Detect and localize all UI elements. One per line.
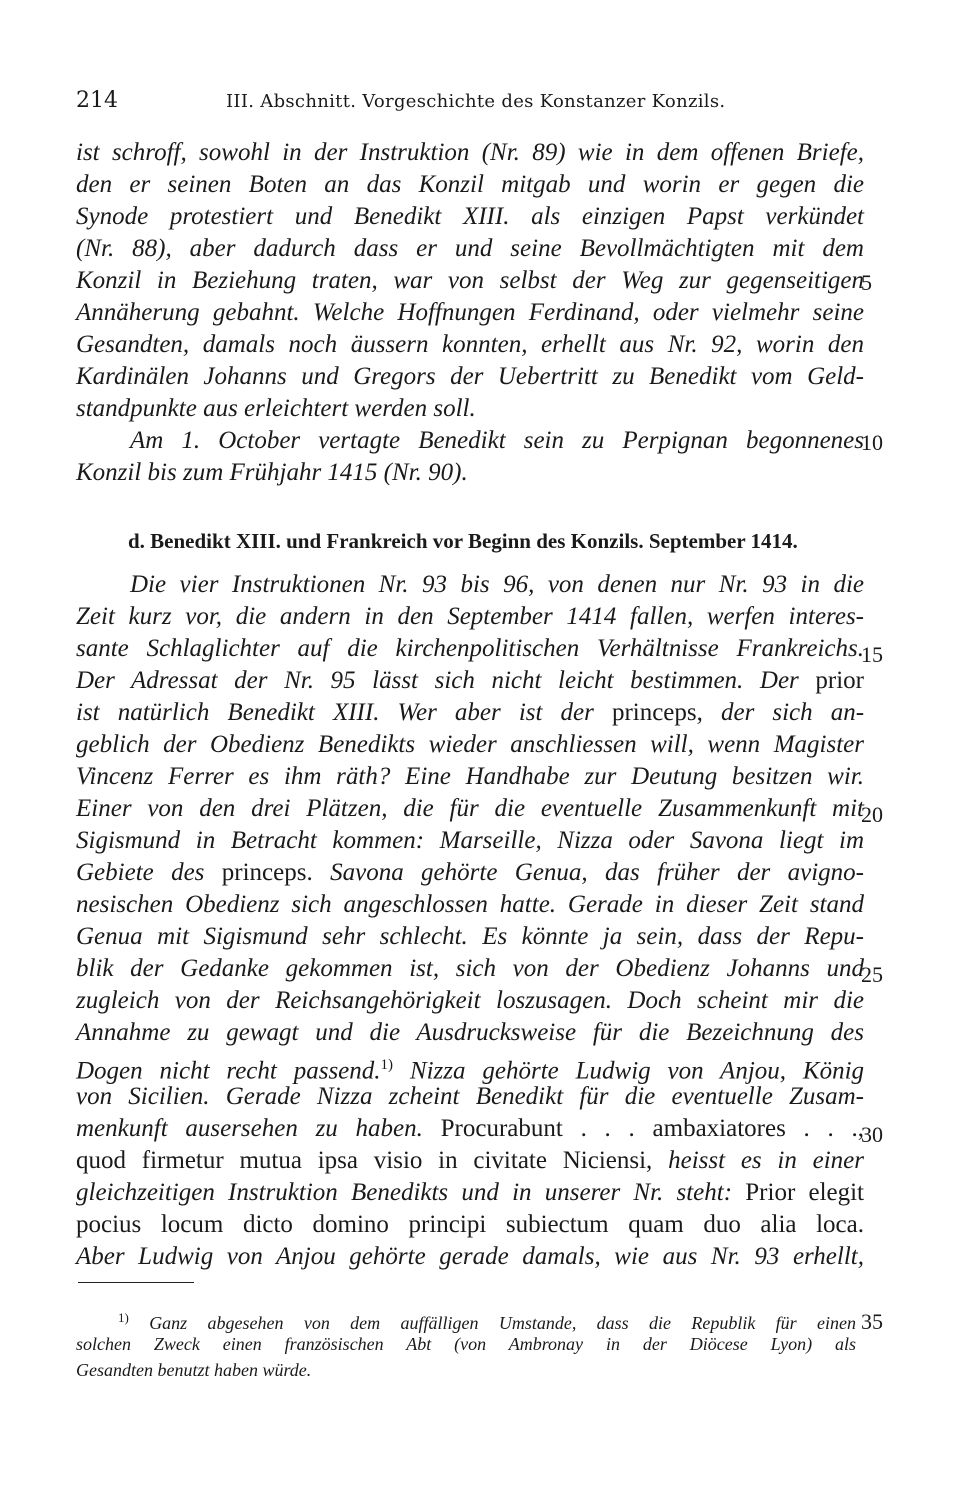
latin-quote: Procurabunt . . . ambaxiatores . . ., xyxy=(440,1115,864,1142)
section-line: von Sicilien. Gerade Nizza zcheint Benedikt für die eventuelle Zusam- xyxy=(76,1083,864,1110)
body-line: standpunkte aus erleichtert werden soll. xyxy=(76,395,476,422)
section-line: Zeit kurz vor, die andern in den September 1414 fallen, werfen interes- xyxy=(76,603,864,630)
text-segment: menkunft ausersehen zu haben. xyxy=(76,1115,423,1142)
body-line: den er seinen Boten an das Konzil mitgab und worin er gegen die xyxy=(76,171,864,198)
body-line: Gesandten, damals noch äussern konnten, erhellt aus Nr. 92, worin den xyxy=(76,331,864,358)
text-segment: heisst es in einer xyxy=(668,1147,865,1174)
section-line: Aber Ludwig von Anjou gehörte gerade damals, wie aus Nr. 93 erhellt, xyxy=(76,1243,864,1270)
latin-term: princeps. xyxy=(221,859,313,886)
footnote-text: Ganz abgesehen von dem auffälligen Umstande, dass die Republik für einen xyxy=(149,1313,856,1333)
latin-quote: quod firmetur mutua ipsa visio in civitate Niciensi, xyxy=(76,1147,653,1174)
section-line: Vincenz Ferrer es ihm räth? Eine Handhabe zur Deutung besitzen wir. xyxy=(76,763,864,790)
footnote-rule xyxy=(78,1282,194,1283)
section-line: nesischen Obedienz sich angeschlossen hatte. Gerade in dieser Zeit stand xyxy=(76,891,864,918)
section-line xyxy=(76,1050,864,1086)
section-line: zugleich von der Reichsangehörigkeit loszusagen. Doch scheint mir die xyxy=(76,987,864,1014)
footnote-line xyxy=(76,1306,856,1335)
section-line: blik der Gedanke gekommen ist, sich von der Obedienz Johanns und xyxy=(76,955,864,982)
line-number: 5 xyxy=(861,270,872,295)
text-segment: Der xyxy=(759,667,799,694)
footnote-marker: 1) xyxy=(118,1310,129,1325)
footnote-line: Gesandten benutzt haben würde. xyxy=(76,1360,312,1380)
section-heading: d. Benedikt XIII. und Frankreich vor Beginn des Konzils. September 1414. xyxy=(128,529,798,553)
text-segment: Nizza gehörte Ludwig von Anjou, König xyxy=(409,1057,865,1085)
footnote-line: solchen Zweck einen französischen Abt (von Ambronay in der Diöcese Lyon) als xyxy=(76,1334,856,1354)
section-line: Genua mit Sigismund sehr schlecht. Es könnte ja sein, dass der Repu- xyxy=(76,923,864,950)
line-number: 30 xyxy=(861,1122,883,1147)
latin-term: prior xyxy=(815,667,864,694)
section-line xyxy=(76,666,864,696)
body-line: (Nr. 88), aber dadurch dass er und seine Bevollmächtigten mit dem xyxy=(76,235,864,262)
line-number: 10 xyxy=(861,430,883,455)
body-line: ist schroff, sowohl in der Instruktion (Nr. 89) wie in dem offenen Briefe, xyxy=(76,139,864,166)
section-line: sante Schlaglichter auf die kirchenpolitischen Verhältnisse Frankreichs. xyxy=(76,635,864,662)
text-segment: der sich an- xyxy=(720,699,865,726)
section-line xyxy=(76,858,864,888)
line-number: 35 xyxy=(861,1309,883,1334)
line-number: 15 xyxy=(861,642,883,667)
footnote-reference: 1) xyxy=(380,1057,394,1073)
text-segment: Savona gehörte Genua, das früher der avigno- xyxy=(330,859,865,886)
section-line: geblich der Obedienz Benedikts wieder anschliessen will, wenn Magister xyxy=(76,731,864,758)
body-line: Synode protestiert und Benedikt XIII. als einzigen Papst verkündet xyxy=(76,203,864,230)
section-line xyxy=(76,1178,864,1208)
latin-quote: Prior elegit xyxy=(745,1179,865,1206)
body-line: Kardinälen Johanns und Gregors der Uebertritt zu Benedikt vom Geld- xyxy=(76,363,864,390)
text-segment: Dogen nicht recht passend. xyxy=(76,1057,381,1085)
section-line xyxy=(76,1146,864,1176)
section-line: Annahme zu gewagt und die Ausdrucksweise für die Bezeichnung des xyxy=(76,1019,864,1046)
line-number: 20 xyxy=(861,802,883,827)
body-line: Annäherung gebahnt. Welche Hoffnungen Ferdinand, oder vielmehr seine xyxy=(76,299,864,326)
page-header xyxy=(76,88,876,118)
section-line: Die vier Instruktionen Nr. 93 bis 96, von denen nur Nr. 93 in die xyxy=(130,571,864,598)
body-line: Konzil in Beziehung traten, war von selbst der Weg zur gegenseitigen xyxy=(76,267,864,294)
line-number: 25 xyxy=(861,962,883,987)
body-line: Konzil bis zum Frühjahr 1415 (Nr. 90). xyxy=(76,459,468,486)
running-title: III. Abschnitt. Vorgeschichte des Konstanzer Konzils. xyxy=(226,91,726,112)
page-number: 214 xyxy=(76,88,118,113)
text-segment: Der Adressat der Nr. 95 lässt sich nicht leicht bestimmen. xyxy=(76,667,744,694)
latin-term: princeps, xyxy=(611,699,703,726)
section-line: Einer von den drei Plätzen, die für die eventuelle Zusammenkunft mit xyxy=(76,795,864,822)
section-line xyxy=(76,1210,864,1240)
text-segment: ist natürlich Benedikt XIII. Wer aber ist der xyxy=(76,699,594,726)
section-line xyxy=(76,1114,864,1144)
section-line: Sigismund in Betracht kommen: Marseille, Nizza oder Savona liegt im xyxy=(76,827,864,854)
body-line: Am 1. October vertagte Benedikt sein zu Perpignan begonnenes xyxy=(130,427,864,454)
text-segment: gleichzeitigen Instruktion Benedikts und in unserer Nr. steht: xyxy=(76,1179,733,1206)
section-line xyxy=(76,698,864,728)
text-segment: Gebiete des xyxy=(76,859,205,886)
latin-quote: pocius locum dicto domino principi subiectum quam duo alia loca. xyxy=(76,1211,864,1238)
